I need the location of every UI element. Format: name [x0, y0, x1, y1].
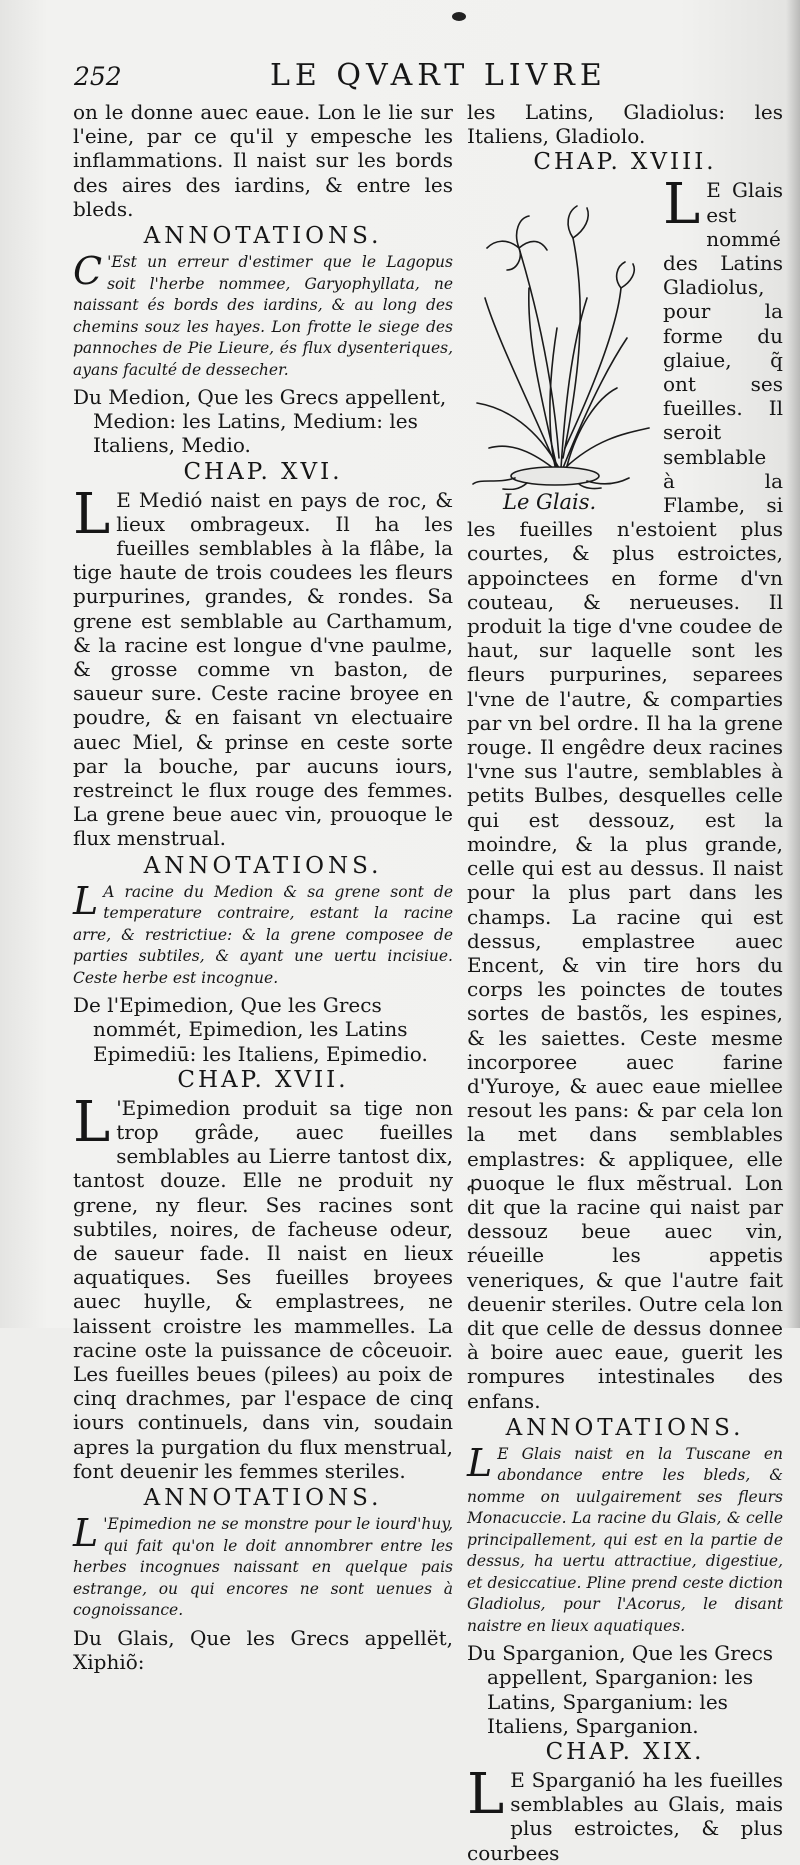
ink-blot-mark	[452, 12, 466, 21]
chapter-19-body: E Sparganió ha les fueilles semblables au Glais, mais plus estroictes, & plus courbees	[467, 1768, 783, 1865]
chapter-16-body: E Medió naist en pays de roc, & lieux ombrageux. Il ha les fueilles semblables à la flâbe, la tige haute de trois coudees les fleurs purpurines, grandes, & rondes. Sa grene est semblable au Carthamum, & la racine est longue d'vne paulme, & grosse comme vn baston, de saueur sure. Ceste racine broyee en poudre, & en faisant vn electuaire auec Miel, & prinse en ceste sorte par la bouche, par aucuns iours, restreinct le flux rouge des femmes. La grene beue auec vin, prouoque le flux menstrual.	[73, 487, 453, 851]
chapter-heading-19: CHAP. XIX.	[545, 1739, 705, 1766]
annotation-4-text: E Glais naist en la Tuscane en abondance entre les bleds, & nomme on uulgairement ses fleurs Monacuccie. La racine du Glais, & celle principallement, qui est en la partie de dessus, ha uertu attractiue, digestiue, et desiccatiue. Pline prend ceste diction Gladiolus, pour l'Acorus, le disant naistre en lieux aquatiques.	[467, 1444, 783, 1635]
drop-cap: C	[73, 249, 103, 294]
drop-cap: L	[73, 1511, 99, 1556]
annotations-heading-4: ANNOTATIONS.	[505, 1414, 745, 1441]
page-number: 252	[74, 62, 122, 91]
chapter-heading-16: CHAP. XVI.	[183, 458, 343, 485]
left-column	[73, 100, 453, 1674]
section-title-epimedion: De l'Epimedion, Que les Grecs nommét, Epimedion, les Latins Epimediū: les Italiens, Epimedio.	[73, 993, 428, 1066]
gladiolus-plant-woodcut-icon	[467, 178, 655, 490]
drop-cap: L	[663, 172, 701, 238]
chapter-17-body: 'Epimedion produit sa tige non trop grâde, auec fueilles semblables au Lierre tantost dix, tantost douze. Elle ne produit ny grene, ny fleur. Ses racines sont subtiles, noires, de facheuse odeur, de saueur fade. Il naist en lieux aquatiques. Ses fueilles broyees auec huylle, & emplastrees, ne laissent croistre les mammelles. La racine oste la puissance de côceuoir. Les fueilles beues (pilees) au poix de cinq drachmes, par l'espace de cinq iours continuels, dans vin, soudain apres la purgation du flux menstrual, font deuenir les femmes steriles.	[73, 1095, 453, 1483]
chapter-18-body: E Glais est nommé des Latins Gladiolus, pour la forme du glaiue, q̃ ont ses fueilles. Il seroit semblable à la Flambe, si les fueilles n'estoient plus courtes, & plus estroictes, appoinctees en forme d'vn couteau, & nerueuses. Il produit la tige d'vne coudee de haut, sur laquelle sont les fleurs purpurines, separees l'vne de l'autre, & comparties par vn bel ordre. Il ha la grene rouge. Il engêdre deux racines l'vne sus l'autre, semblables à petits Bulbes, desquelles celle qui est dessouz, est la moindre, & la plus grande, celle qui est au dessus. Il naist pour la plus part dans les champs. La racine qui est dessus, emplastree auec Encent, & vin tire hors du corps les poinctes de toutes sortes de bastõs, les espines, & les saiettes. Ceste mesme incorporee auec farine d'Yuroye, & auec eaue miellee resout les pans: & par cela lon la met dans semblables emplastres: & appliquee, elle ꝓuoque le flux mẽstrual. Lon dit que la racine qui naist par dessouz beue auec vin, réueille les appetis veneriques, & que l'autre fait deuenir steriles. Outre cela lon dit que celle de dessus donnee à boire auec eaue, guerit les rompures intestinales des enfans.	[467, 178, 783, 1413]
right-opening-text: les Latins, Gladiolus: les Italiens, Gladiolo.	[467, 100, 783, 149]
annotations-heading-1: ANNOTATIONS.	[143, 223, 383, 250]
drop-cap: L	[73, 481, 111, 547]
drop-cap: L	[73, 878, 99, 923]
right-column	[467, 100, 783, 1865]
chapter-16-text	[73, 481, 453, 851]
annotation-1-text: 'Est un erreur d'estimer que le Lagopus soit l'herbe nommee, Garyophyllata, ne naissant és bords des iardins, & au long des chemins souz les hayes. Lon frotte le siege des pannoches de Pie Lieure, és flux dysenteriques, ayans faculté de dessecher.	[73, 253, 453, 379]
drop-cap: L	[73, 1089, 111, 1155]
chapter-19-text	[467, 1762, 783, 1865]
section-title-glais: Du Glais, Que les Grecs appellët, Xiphiõ:	[73, 1625, 453, 1674]
annotations-heading-3: ANNOTATIONS.	[143, 1485, 383, 1512]
running-title: LE QVART LIVRE	[270, 58, 607, 93]
page-gutter-shadow	[786, 0, 800, 1328]
drop-cap: L	[467, 1762, 505, 1828]
section-title-medion: Du Medion, Que les Grecs appellent, Medion: les Latins, Medium: les Italiens, Medio.	[73, 385, 447, 458]
section-title-sparganion: Du Sparganion, Que les Grecs appellent, Sparganion: les Latins, Sparganium: les Italiens, Sparganion.	[467, 1641, 774, 1738]
chapter-heading-17: CHAP. XVII.	[177, 1066, 349, 1093]
opening-paragraph: on le donne auec eaue. Lon le lie sur l'eine, par ce qu'il y empesche les inflammations. Il naist sur les bords des aires des iardins, & entre les bleds.	[73, 100, 453, 221]
annotation-3-text: 'Epimedion ne se monstre pour le iourd'huy, qui fait qu'on le doit annombrer entre les herbes incognues naissant en quelque pais estrange, ou qui encores ne sont uenues à cognoissance.	[73, 1515, 453, 1620]
annotation-1	[73, 249, 453, 381]
annotations-heading-2: ANNOTATIONS.	[143, 852, 383, 879]
illustration-figure	[467, 178, 655, 515]
annotation-2	[73, 878, 453, 990]
annotation-2-text: A racine du Medion & sa grene sont de temperature contraire, estant la racine arre, & restrictiue: & la grene composee de parties subtiles, & ayant une uertu incisiue. Ceste herbe est incognue.	[73, 882, 453, 987]
chapter-heading-18: CHAP. XVIII.	[533, 149, 717, 176]
drop-cap: L	[467, 1440, 493, 1485]
chapter-17-text	[73, 1089, 453, 1483]
figure-caption: Le Glais.	[503, 490, 597, 515]
annotation-4	[467, 1440, 783, 1638]
annotation-3	[73, 1511, 453, 1622]
